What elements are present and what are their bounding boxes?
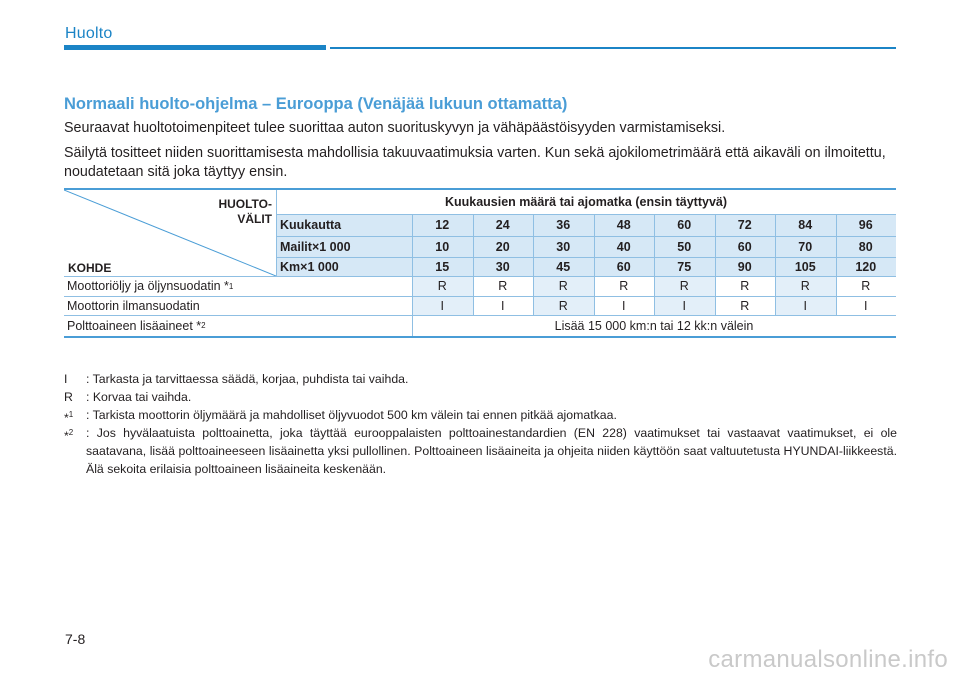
row-value: R: [533, 276, 594, 296]
table-col-divider: [654, 214, 655, 315]
table-row-divider: [64, 315, 896, 316]
table-col-divider: [412, 214, 413, 315]
header-row-value: 50: [654, 236, 715, 257]
note-text: : Jos hyvälaatuista polttoainetta, joka täyttää eurooppalaisten polttoainestandardien (EN 228) vaatimukset tai vastaavat vaatimukset, ei ole saatavana, lisää polttoaineeseen lisäainetta yksi pullollinen. Polttoaineen lisäaineita ja ohjeita niiden käyttöön saat valtuutetusta HYUNDAI-liikkeestä. Älä sekoita erilaisia polttoaineen lisäaineita keskenään.: [86, 426, 897, 476]
footnote-ref: 2: [201, 321, 206, 330]
legend-note: [64, 370, 897, 388]
header-row-value: 10: [412, 236, 473, 257]
row-value: I: [775, 296, 836, 315]
row-value: I: [412, 296, 473, 315]
table-corner-cell: [64, 190, 276, 276]
header-row-value: 80: [836, 236, 897, 257]
watermark: carmanualsonline.info: [708, 646, 948, 673]
footnote-ref: 1: [228, 281, 234, 291]
header-row-value: 45: [533, 257, 594, 276]
page-heading: Normaali huolto-ohjelma – Eurooppa (Venäjää lukuun ottamatta): [64, 95, 568, 113]
header-row-value: 20: [473, 236, 534, 257]
intro-paragraph-2: Säilytä tositteet niiden suorittamisesta mahdollisia takuuvaatimuksia varten. Kun sekä ajokilometrimäärä että aikaväli on ilmoitettu, noudatetaan sitä joka täyttyy ensin.: [64, 145, 886, 180]
table-col-divider: [775, 214, 776, 315]
header-row-value: 120: [836, 257, 897, 276]
header-row-value: 40: [594, 236, 655, 257]
header-row-value: 60: [715, 236, 776, 257]
table-col-divider: [836, 214, 837, 315]
row-value: R: [473, 276, 534, 296]
row-span-value: Lisää 15 000 km:n tai 12 kk:n välein: [412, 315, 896, 336]
header-row-label: Kuukautta: [276, 214, 412, 236]
table-col-divider: [473, 214, 474, 315]
row-value: I: [473, 296, 534, 315]
note-marker: R: [64, 390, 73, 404]
maintenance-table: [64, 188, 896, 338]
row-value: R: [412, 276, 473, 296]
table-col-divider: [276, 190, 277, 276]
note-marker: *$^2$: [64, 428, 74, 444]
row-value: R: [836, 276, 897, 296]
row-value: I: [594, 296, 655, 315]
table-bottom-rule: [64, 336, 896, 338]
note-marker: *$^1$: [64, 410, 74, 426]
legend-note: [64, 388, 897, 406]
header-row-value: 96: [836, 214, 897, 236]
header-row-value: 105: [775, 257, 836, 276]
header-row-value: 75: [654, 257, 715, 276]
row-value: R: [654, 276, 715, 296]
row-value: I: [654, 296, 715, 315]
table-row-divider: [276, 214, 896, 215]
table-row-divider: [276, 236, 896, 237]
table-top-rule: [64, 188, 896, 190]
note-text: : Tarkista moottorin öljymäärä ja mahdolliset öljyvuodot 500 km välein tai ennen pitkää ajomatkaa.: [86, 408, 617, 422]
header-row-value: 12: [412, 214, 473, 236]
header-row-value: 70: [775, 236, 836, 257]
legend-note: [64, 424, 897, 478]
header-row-value: 24: [473, 214, 534, 236]
legend-notes: [64, 370, 897, 478]
corner-header-item: KOHDE: [68, 261, 112, 275]
row-value: I: [836, 296, 897, 315]
table-row-divider: [276, 257, 896, 258]
note-text: : Tarkasta ja tarvittaessa säädä, korjaa, puhdista tai vaihda.: [86, 372, 409, 386]
row-value: R: [533, 296, 594, 315]
header-row-value: 48: [594, 214, 655, 236]
row-value: R: [775, 276, 836, 296]
header-row-value: 84: [775, 214, 836, 236]
intro-paragraph-1: Seuraavat huoltotoimenpiteet tulee suorittaa auton suorituskyvyn ja vähäpäästöisyyden varmistamiseksi.: [64, 120, 726, 136]
section-title: Huolto: [65, 25, 113, 42]
note-marker: I: [64, 372, 68, 386]
legend-note: [64, 406, 897, 424]
table-row-divider: [64, 276, 896, 277]
row-label: Polttoaineen lisäaineet * 2: [64, 315, 412, 336]
header-row-value: 60: [594, 257, 655, 276]
header-row-value: 30: [473, 257, 534, 276]
row-value: R: [715, 276, 776, 296]
table-col-divider: [715, 214, 716, 315]
table-row-divider: [64, 296, 896, 297]
table-col-divider: [533, 214, 534, 315]
header-row-value: 90: [715, 257, 776, 276]
header-row-label: Km×1 000: [276, 257, 412, 276]
table-col-divider: [594, 214, 595, 315]
header-rule-thin: [330, 47, 896, 49]
page-number: 7-8: [65, 631, 86, 647]
header-row-value: 60: [654, 214, 715, 236]
header-rule-thick: [64, 45, 326, 50]
row-value: R: [715, 296, 776, 315]
row-label: Moottorin ilmansuodatin: [64, 296, 412, 315]
table-col-divider: [412, 315, 413, 336]
header-row-value: 15: [412, 257, 473, 276]
note-text: : Korvaa tai vaihda.: [86, 390, 192, 404]
header-row-value: 36: [533, 214, 594, 236]
header-row-label: Mailit×1 000: [276, 236, 412, 257]
header-row-value: 72: [715, 214, 776, 236]
header-row-value: 30: [533, 236, 594, 257]
row-label: Moottoriöljy ja öljynsuodatin * 1: [64, 276, 412, 296]
corner-header-intervals: HUOLTO- VÄLIT: [218, 197, 272, 226]
row-value: R: [594, 276, 655, 296]
table-span-header: Kuukausien määrä tai ajomatka (ensin täyttyvä): [276, 190, 896, 214]
